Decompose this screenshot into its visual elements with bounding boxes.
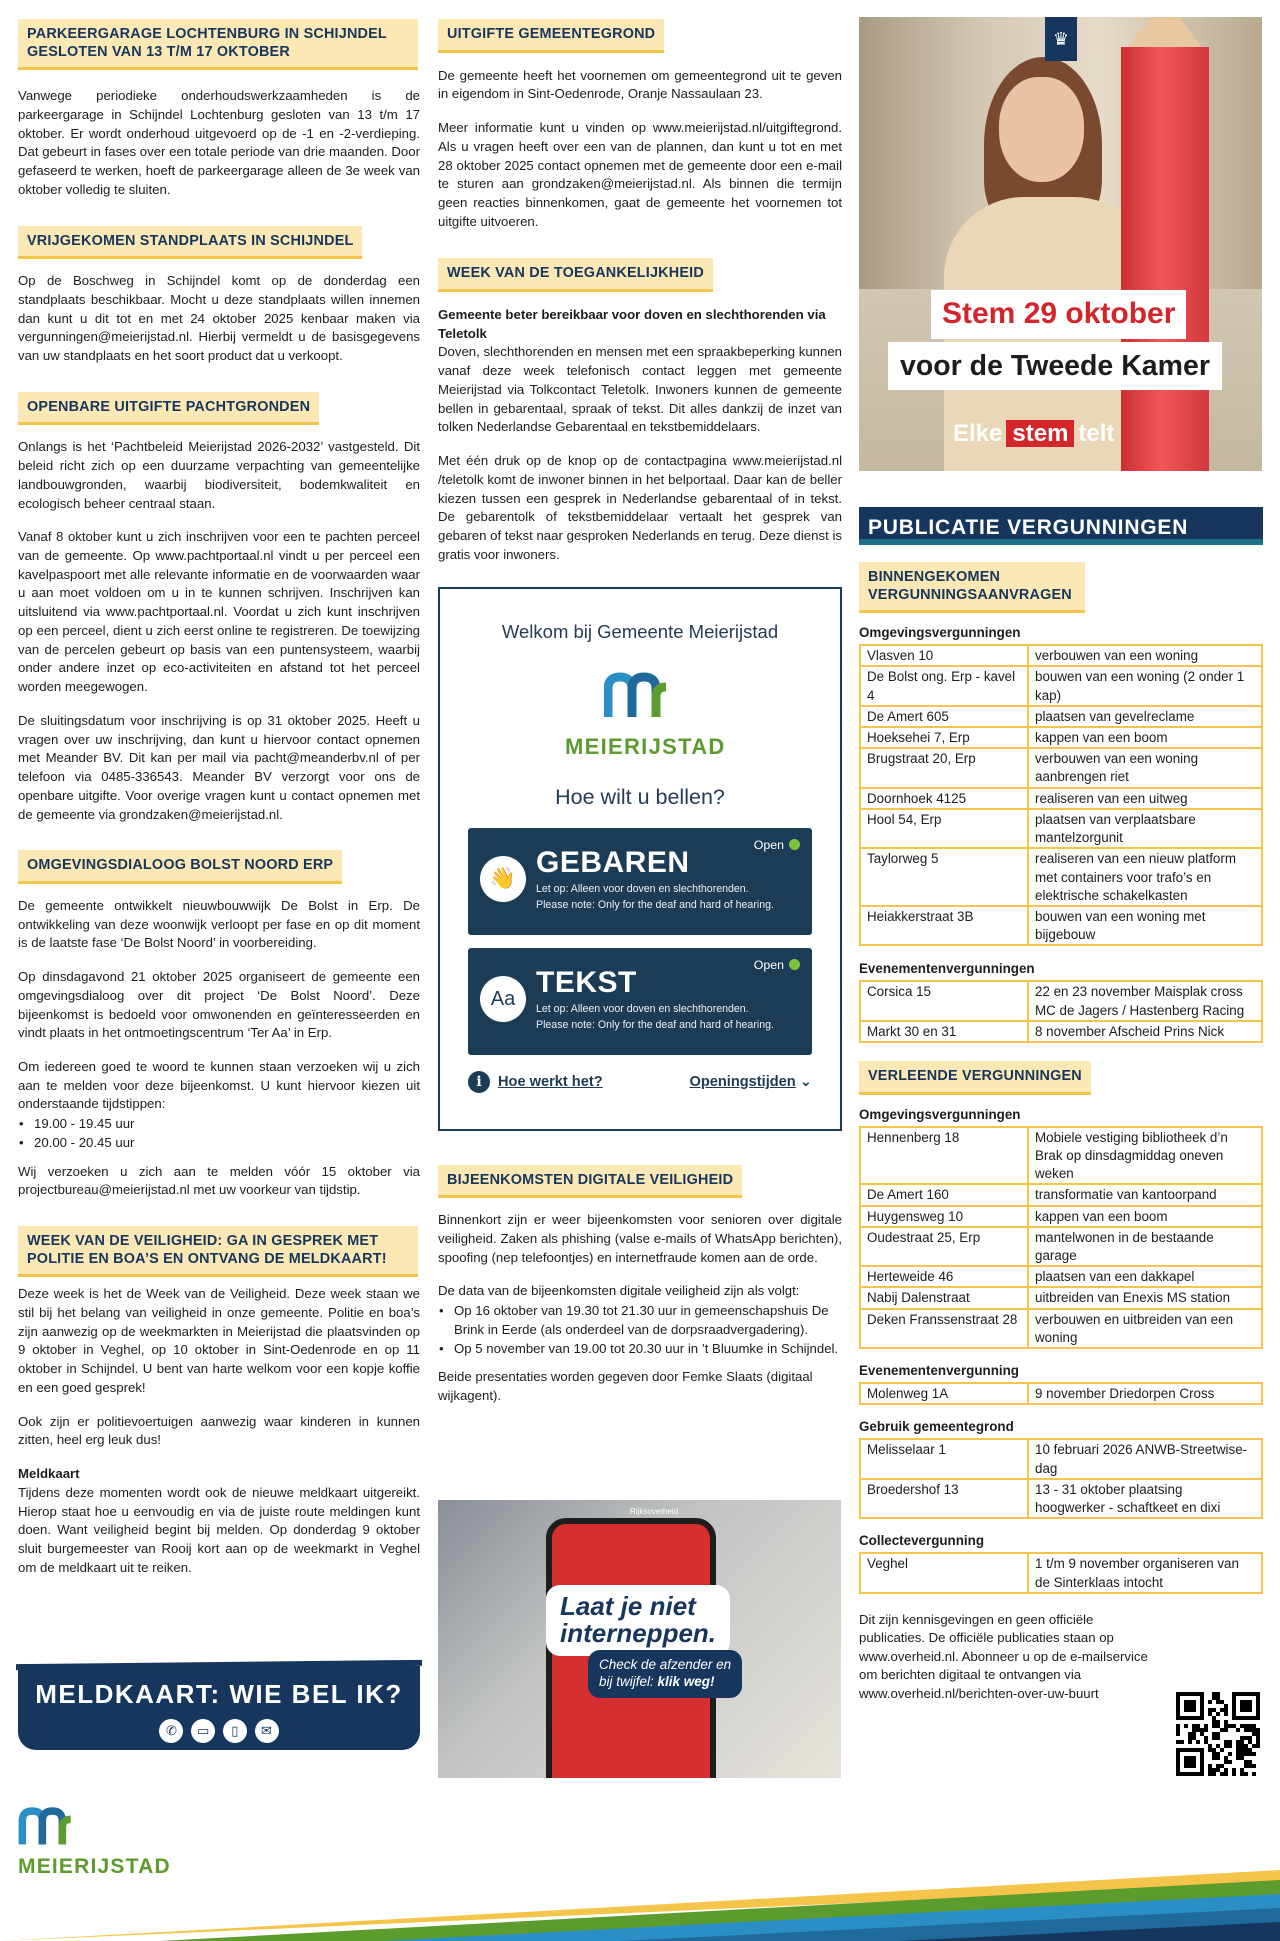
group-title: Evenementenvergunningen — [859, 961, 1035, 977]
paragraph: Vanwege periodieke onderhoudswerkzaamheden is de parkeergarage in Schijndel Lochtenburg gesloten van 13 t/m 17 oktober. Er wordt onderhoud uitgevoerd op de -1 en -2-verdieping. Dat gebeurt in fases over een totale periode van drie maanden. Door gefaseerd te werken, hoeft de parkeergarage alleen de 3e week van oktober volledig te sluiten. — [18, 88, 420, 197]
paragraph: Deze week is het de Week van de Veiligheid. Deze week staan we stil bij het belang van veiligheid in onze gemeente. Politie en boa’s zijn aanwezig op de weekmarkten in Meierijstad die plaatsvinden op 9 oktober in Veghel, op 10 oktober in Sint-Oedenrode en op 11 oktober in Schijndel. U bent van harte welkom voor een kopje koffie en een goed gesprek! — [18, 1286, 420, 1395]
table-row — [860, 1184, 1262, 1205]
paragraph: Vanaf 8 oktober kunt u zich inschrijven voor een te pachten perceel van de gemeente. Op www.pachtportaal.nl vindt u per perceel een kavelpaspoort met alle relevante informatie en de voorwaarden waar u aan moet voldoen om u in te kunnen schrijven. Inschrijven kan uitsluitend via www.pachtportaal.nl. Voordat u zich kunt inschrijven op een perceel, dient u zich eerst online te registreren. De toewijzing van de percelen gebeurt op basis van een puntensysteem, waarbij onder andere inzet op eco-activiteiten en afstand tot het perceel worden meegewogen. — [18, 529, 420, 695]
paragraph: Op dinsdagavond 21 oktober 2025 organiseert de gemeente een omgevingsdialoog over dit project ‘De Bolst Noord’. Deze bijeenkomst is bedoeld voor omwonenden en geïnteresseerden en vindt plaats in het ontmoetingscentrum ‘Ter Aa’ in Erp. — [18, 969, 420, 1041]
paragraph: Met één druk op de knop op de contactpagina www.meierijstad.nl /teletolk komt de inwoner binnen in het belportaal. Daar kan de beller kiezen tussen een gesprek in Nederlandse gebarentaal of in tekst. De gebarentolk of tekstbemiddelaar vertaalt het gesprek van gebaren of tekst naar gesproken Nederlands en terug. Deze dienst is gratis voor inwoners. — [438, 453, 842, 562]
option-tekst[interactable] — [468, 948, 812, 1055]
election-campaign-image — [859, 17, 1262, 471]
section-standplaats — [18, 226, 420, 366]
address-cell: Brugstraat 20, Erp — [860, 748, 1028, 787]
election-date: Stem 29 oktober — [931, 290, 1186, 339]
rijksoverheid-label: Rijksoverheid — [630, 1507, 679, 1516]
address-cell: Markt 30 en 31 — [860, 1021, 1028, 1042]
table-verleend-grond — [859, 1438, 1263, 1519]
address-cell: Vlasven 10 — [860, 645, 1028, 666]
paragraph: Tijdens deze momenten wordt ook de nieuwe meldkaart uitgereikt. Hierop staat hoe u eenvoudig en via de juiste route meldingen kunt doen. Want veiligheid begint bij melden. Op donderdag 9 oktober sluit burgemeester van Rooij kort aan op de weekmarkt in Veghel om de meldkaart uit te reiken. — [18, 1484, 420, 1575]
campaign-subline — [588, 1650, 742, 1698]
group-title: Omgevingsvergunningen — [859, 1106, 1021, 1122]
address-cell: Veghel — [860, 1553, 1028, 1592]
table-row — [860, 981, 1262, 1020]
description-cell: realiseren van een nieuw platform met containers voor trafo’s en elektrische schakelkasten — [1028, 848, 1262, 906]
option-title: GEBAREN — [536, 846, 690, 880]
meierijstad-wordmark: MEIERIJSTAD — [565, 733, 726, 759]
paragraph: Meer informatie kunt u vinden op www.meierijstad.nl/uitgiftegrond. Als u vragen heeft over een van de plannen, dan kunt u tot en met 28 oktober 2025 contact opnemen met de gemeente door een e-mail te sturen aan grondzaken@meierijstad.nl. Als binnen die termijn geen reacties binnenkomen, gaat de gemeente het voornemen tot uitgifte uitvoeren. — [438, 120, 842, 229]
election-slogan — [953, 417, 1114, 451]
section-digitale-veiligheid — [438, 1165, 842, 1406]
address-cell: Broedershof 13 — [860, 1479, 1028, 1518]
table-row — [860, 706, 1262, 727]
description-cell: bouwen van een woning (2 onder 1 kap) — [1028, 666, 1262, 705]
disclaimer-text: Dit zijn kennisgevingen en geen officiële publicaties. De officiële publicaties staan op www.overheid.nl. Abonneer u op de e-mailservice om berichten digitaal te ontvangen via www.overheid.nl/berichten-over-uw-buurt — [859, 1611, 1148, 1701]
meldkaart-banner — [18, 1666, 420, 1750]
timeslot-list — [18, 1115, 420, 1152]
description-cell: 13 - 31 oktober plaatsing hoogwerker - schaftkeet en dixi — [1028, 1479, 1262, 1518]
table-row — [860, 1021, 1262, 1042]
group-title: Collectevergunning — [859, 1533, 984, 1549]
description-cell: 9 november Driedorpen Cross — [1028, 1383, 1262, 1404]
table-verleend-collecte — [859, 1552, 1263, 1593]
phone-icon: ▯ — [223, 1719, 247, 1743]
table-row — [860, 809, 1262, 848]
address-cell: Deken Franssenstraat 28 — [860, 1309, 1028, 1348]
status-dot-icon — [789, 839, 800, 850]
option-note: Let op: Alleen voor doven en slechthorenden. — [536, 882, 749, 895]
mail-icon: ✉ — [255, 1719, 279, 1743]
description-cell: 10 februari 2026 ANWB-Streetwise-dag — [1028, 1439, 1262, 1478]
address-cell: Herteweide 46 — [860, 1266, 1028, 1287]
paragraph: Wij verzoeken u zich aan te melden vóór 15 oktober via projectbureau@meierijstad.nl met uw voorkeur van tijdstip. — [18, 1163, 420, 1198]
description-cell: plaatsen van gevelreclame — [1028, 706, 1262, 727]
list-item: • Op 16 oktober van 19.30 tot 21.30 uur in gemeenschapshuis De Brink in Eerde (als onderdeel van de dorpsraadvergadering). — [438, 1302, 842, 1339]
description-cell: kappen van een boom — [1028, 1206, 1262, 1227]
section-heading: VERLEENDE VERGUNNINGEN — [859, 1061, 1091, 1095]
paragraph: Onlangs is het ‘Pachtbeleid Meierijstad 2026-2032’ vastgesteld. Dit beleid richt zich op een duurzame verpachting van gemeentelijke landbouwgronden, waarbij biodiversiteit, bodemkwaliteit en ecologisch beheer centraal staan. — [18, 439, 420, 511]
text-icon: Aa — [480, 976, 526, 1022]
table-row — [860, 1553, 1262, 1592]
subline-line: Check de afzender en — [599, 1657, 732, 1672]
description-cell: realiseren van een uitweg — [1028, 788, 1262, 809]
slogan-word: Elke — [953, 420, 1003, 447]
option-note: Let op: Alleen voor doven en slechthorenden. — [536, 1002, 749, 1015]
section-heading: OPENBARE UITGIFTE PACHTGRONDEN — [18, 392, 319, 426]
paragraph: Om iedereen goed te woord te kunnen staan verzoeken wij u zich aan te melden voor deze bijeenkomst. U kunt hiervoor kiezen uit onderstaande tijdstippen: — [18, 1058, 420, 1112]
description-cell: Mobiele vestiging bibliotheek d’n Brak op dinsdagmiddag oneven weken — [1028, 1127, 1262, 1185]
address-cell: Oudestraat 25, Erp — [860, 1227, 1028, 1266]
description-cell: 8 november Afscheid Prins Nick — [1028, 1021, 1262, 1042]
giant-pencil — [1121, 47, 1209, 471]
open-label: Open — [753, 958, 784, 973]
headline-line: Laat je niet — [560, 1591, 696, 1621]
address-cell: Melisselaar 1 — [860, 1439, 1028, 1478]
table-row — [860, 1309, 1262, 1348]
info-icon: i — [468, 1071, 490, 1093]
section-toegankelijkheid — [438, 258, 842, 564]
address-cell: De Amert 605 — [860, 706, 1028, 727]
opening-hours[interactable] — [689, 1072, 812, 1093]
option-note-en: Please note: Only for the deaf and hard of hearing. — [536, 899, 774, 912]
section-omgevingsdialoog — [18, 850, 420, 1200]
paragraph: De gemeente ontwikkelt nieuwbouwwijk De Bolst in Erp. De ontwikkeling van deze woonwijk verloopt per fase en op dit moment is de laatste fase ‘De Bolst Noord’ in voorbereiding. — [18, 897, 420, 951]
table-row — [860, 1266, 1262, 1287]
meierijstad-logo-mark — [18, 1806, 80, 1846]
open-label: Open — [753, 838, 784, 853]
election-body: voor de Tweede Kamer — [888, 342, 1222, 390]
open-status — [754, 957, 800, 975]
subheading: Gemeente beter bereikbaar voor doven en slechthorenden via Teletolk — [438, 307, 826, 341]
table-row — [860, 1287, 1262, 1308]
table-row — [860, 1127, 1262, 1185]
group-title: Evenementenvergunning — [859, 1363, 1019, 1379]
section-heading: WEEK VAN DE TOEGANKELIJKHEID — [438, 258, 713, 292]
campaign-headline — [546, 1585, 730, 1656]
address-cell: Hennenberg 18 — [860, 1127, 1028, 1185]
table-verleend-evenement — [859, 1382, 1263, 1405]
hand-wave-icon: 👋 — [480, 856, 526, 902]
description-cell: uitbreiden van Enexis MS station — [1028, 1287, 1262, 1308]
table-row — [860, 1439, 1262, 1478]
section-heading: WEEK VAN DE VEILIGHEID: GA IN GESPREK MET POLITIE EN BOA’S EN ONTVANG DE MELDKAART! — [18, 1226, 418, 1277]
meierijstad-logo-mark — [604, 671, 676, 719]
subheading: Meldkaart — [18, 1466, 80, 1482]
list-item: • 20.00 - 20.45 uur — [18, 1134, 420, 1153]
table-row — [860, 645, 1262, 666]
address-cell: Nabij Dalenstraat — [860, 1287, 1028, 1308]
opening-hours-link[interactable]: Openingstijden — [689, 1073, 796, 1090]
description-cell: bouwen van een woning met bijgebouw — [1028, 906, 1262, 945]
description-cell: transformatie van kantoorpand — [1028, 1184, 1262, 1205]
right-column — [859, 562, 1263, 1703]
table-row — [860, 1479, 1262, 1518]
slogan-word: telt — [1078, 420, 1115, 447]
list-item: • 19.00 - 19.45 uur — [18, 1115, 420, 1134]
section-parkeergarage — [18, 19, 420, 200]
paragraph: De sluitingsdatum voor inschrijving is op 31 oktober 2025. Heeft u vragen over uw inschrijving, dan kunt u hiervoor contact opnemen met Meander BV. Dit kan per mail via pacht@meanderbv.nl of per telefoon via 0485-336543. Meander BV verzorgt voor ons de openbare uitgifte. Voor overige vragen kunt u contact opnemen met de gemeente via grondzaken@meierijstad.nl. — [18, 712, 420, 822]
section-pachtgronden — [18, 392, 420, 825]
description-cell: 22 en 23 november Maisplak cross MC de Jagers / Hastenberg Racing — [1028, 981, 1262, 1020]
description-cell: kappen van een boom — [1028, 727, 1262, 748]
meierijstad-wordmark: MEIERIJSTAD — [18, 1854, 171, 1878]
qr-code[interactable] — [1176, 1692, 1260, 1776]
address-cell: De Amert 160 — [860, 1184, 1028, 1205]
section-heading: OMGEVINGSDIALOOG BOLST NOORD ERP — [18, 850, 342, 884]
description-cell: mantelwonen in de bestaande garage — [1028, 1227, 1262, 1266]
computer-icon: ▭ — [191, 1719, 215, 1743]
teletolk-question: Hoe wilt u bellen? — [555, 784, 725, 809]
option-title: TEKST — [536, 966, 637, 1000]
section-uitgifte-gemeentegrond — [438, 19, 842, 231]
option-note-en: Please note: Only for the deaf and hard of hearing. — [536, 1019, 774, 1032]
subline-text: bij twijfel: — [599, 1673, 658, 1689]
how-it-works[interactable] — [468, 1071, 603, 1093]
description-cell: verbouwen en uitbreiden van een woning — [1028, 1309, 1262, 1348]
paragraph: De data van de bijeenkomsten digitale veiligheid zijn als volgt: — [438, 1283, 800, 1299]
address-cell: Taylorweg 5 — [860, 848, 1028, 906]
section-heading: BIJEENKOMSTEN DIGITALE VEILIGHEID — [438, 1165, 742, 1199]
table-aanvragen-omgeving — [859, 644, 1263, 946]
meeting-list — [438, 1302, 842, 1358]
app-icon: ✆ — [159, 1719, 183, 1743]
address-cell: De Bolst ong. Erp - kavel 4 — [860, 666, 1028, 705]
description-cell: 1 t/m 9 november organiseren van de Sinterklaas intocht — [1028, 1553, 1262, 1592]
table-row — [860, 1383, 1262, 1404]
slogan-highlight: stem — [1006, 420, 1074, 447]
table-row — [860, 1206, 1262, 1227]
address-cell: Hoeksehei 7, Erp — [860, 727, 1028, 748]
status-dot-icon — [789, 959, 800, 970]
footer-stripes — [0, 1850, 1280, 1941]
list-item: • Op 5 november van 19.00 tot 20.30 uur in ’t Bluumke in Schijndel. — [438, 1340, 842, 1359]
table-verleend-omgeving — [859, 1126, 1263, 1349]
table-row — [860, 848, 1262, 906]
paragraph: Doven, slechthorenden en mensen met een spraakbeperking kunnen vanaf deze week telefonisch contact leggen met gemeente Meierijstad via Tolkcontact Teletolk. Inwoners kunnen de gemeente bellen in gebarentaal, spraak of tekst. Dit alles dankzij de inzet van tolken Nederlandse Gebarentaal en tekstbemiddelaars. — [438, 344, 842, 435]
paragraph: Binnenkort zijn er weer bijeenkomsten voor senioren over digitale veiligheid. Zaken als phishing (valse e-mails of WhatsApp berichten), spoofing (nep telefoontjes) en internetfraude komen aan de orde. — [438, 1212, 842, 1265]
section-veiligheid — [18, 1226, 420, 1577]
publicatie-title-bar: PUBLICATIE VERGUNNINGEN — [859, 507, 1263, 545]
subline-emphasis: klik weg! — [657, 1673, 715, 1689]
how-it-works-link[interactable]: Hoe werkt het? — [498, 1074, 603, 1091]
meldkaart-icons — [18, 1719, 420, 1743]
option-gebaren[interactable] — [468, 828, 812, 935]
address-cell: Molenweg 1A — [860, 1383, 1028, 1404]
group-title: Omgevingsvergunningen — [859, 625, 1021, 641]
table-row — [860, 906, 1262, 945]
table-row — [860, 1227, 1262, 1266]
teletolk-welcome: Welkom bij Gemeente Meierijstad — [501, 620, 779, 642]
paragraph: De gemeente heeft het voornemen om gemeentegrond uit te geven in eigendom in Sint-Oedenrode, Oranje Nassaulaan 23. — [438, 67, 842, 102]
section-heading: PARKEERGARAGE LOCHTENBURG IN SCHIJNDEL GESLOTEN VAN 13 T/M 17 OKTOBER — [18, 19, 418, 70]
group-title: Gebruik gemeentegrond — [859, 1419, 1014, 1435]
table-row — [860, 788, 1262, 809]
headline-line: interneppen. — [560, 1618, 717, 1649]
paragraph: Ook zijn er politievoertuigen aanwezig waar kinderen in kunnen zitten, heel erg leuk dus! — [18, 1413, 420, 1448]
table-row — [860, 727, 1262, 748]
table-row — [860, 748, 1262, 787]
address-cell: Corsica 15 — [860, 981, 1028, 1020]
address-cell: Heiakkerstraat 3B — [860, 906, 1028, 945]
description-cell: plaatsen van een dakkapel — [1028, 1266, 1262, 1287]
paragraph: Op de Boschweg in Schijndel komt op de donderdag een standplaats beschikbaar. Mocht u deze standplaats willen innemen dan kunt u dit tot en met 24 oktober 2025 kenbaar maken via vergunningen@meierijstad.nl. Hierbij vermeldt u de basisgegevens van uw standplaats en het soort product dat u verkoopt. — [18, 273, 420, 364]
description-cell: verbouwen van een woning aanbrengen riet — [1028, 748, 1262, 787]
table-aanvragen-evenement — [859, 980, 1263, 1043]
subline-line — [599, 1674, 731, 1691]
chevron-down-icon: ⌄ — [799, 1073, 812, 1090]
meldkaart-title: MELDKAART: WIE BEL IK? — [35, 1679, 403, 1709]
description-cell: verbouwen van een woning — [1028, 645, 1262, 666]
meierijstad-logo — [565, 671, 726, 762]
left-column — [18, 19, 420, 1606]
phishing-campaign-image — [438, 1500, 841, 1778]
open-status — [754, 837, 800, 855]
head-shape — [999, 77, 1084, 182]
teletolk-footer — [468, 1071, 812, 1093]
address-cell: Doornhoek 4125 — [860, 788, 1028, 809]
address-cell: Hool 54, Erp — [860, 809, 1028, 848]
middle-column — [438, 19, 842, 1434]
section-heading: UITGIFTE GEMEENTEGROND — [438, 19, 664, 53]
description-cell: plaatsen van verplaatsbare mantelzorgunit — [1028, 809, 1262, 848]
section-heading: VRIJGEKOMEN STANDPLAATS IN SCHIJNDEL — [18, 226, 362, 260]
table-row — [860, 666, 1262, 705]
address-cell: Huygensweg 10 — [860, 1206, 1028, 1227]
paragraph: Beide presentaties worden gegeven door Femke Slaats (digitaal wijkagent). — [438, 1369, 813, 1403]
rijkswapen-icon: ♛ — [1045, 17, 1077, 61]
teletolk-widget — [438, 587, 842, 1131]
section-heading: BINNENGEKOMEN VERGUNNINGSAANVRAGEN — [859, 562, 1085, 613]
